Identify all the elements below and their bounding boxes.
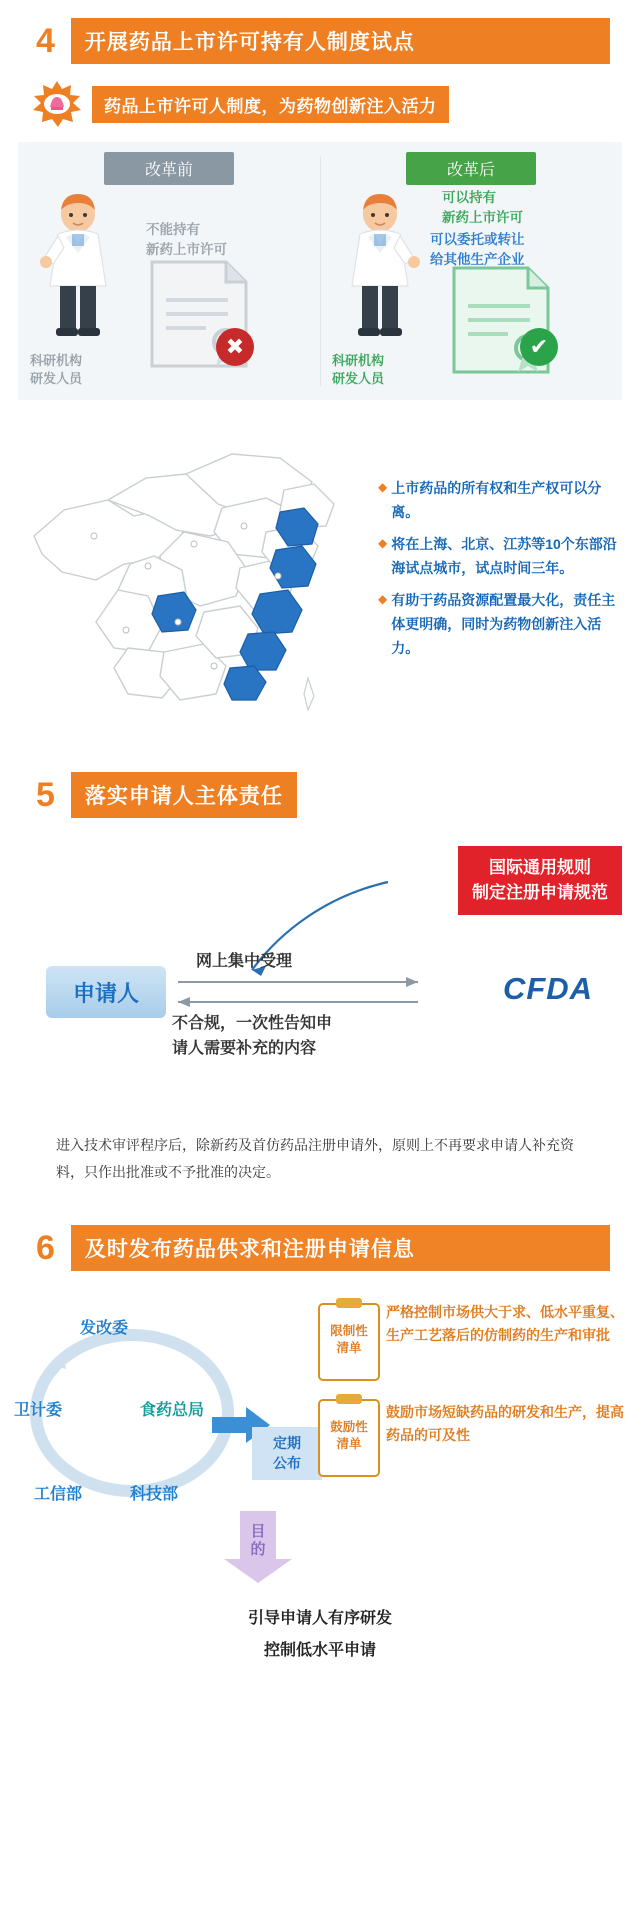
section-6-number: 6 <box>36 1229 55 1268</box>
after-note-green: 可以持有 新药上市许可 <box>442 190 523 225</box>
encouraged-list-label: 鼓励性 清单 <box>330 1420 368 1452</box>
cross-mark: ✖ <box>216 328 254 366</box>
conclusion-line-2: 控制低水平申请 <box>263 1642 376 1660</box>
section-4-subtitle-row <box>30 80 610 128</box>
cfda-node <box>484 958 612 1020</box>
researcher-illustration <box>28 190 128 340</box>
node-shiyaozongju: 食药总局 <box>140 1402 205 1420</box>
map-bullet-list <box>378 476 622 669</box>
before-tag: 改革前 <box>104 152 234 185</box>
after-person-label: 科研机构 研发人员 <box>332 352 385 386</box>
china-map <box>8 416 363 726</box>
section-6-conclusion <box>0 1603 640 1693</box>
section-5-flow <box>0 828 640 1128</box>
before-column <box>18 142 320 400</box>
before-person-label: 科研机构 研发人员 <box>30 352 83 386</box>
section-6-diagram <box>0 1279 640 1599</box>
section-4-header <box>30 18 610 64</box>
researcher-illustration-after <box>330 190 430 340</box>
clip-top-icon <box>336 1394 362 1404</box>
list-item: ◆ 将在上海、北京、江苏等10个东部沿海试点城市，试点时间三年。 <box>378 532 622 580</box>
arrow-bottom-label: 不合规，一次性告知申 请人需要补充的内容 <box>172 1015 333 1057</box>
list-item: ◆ 有助于药品资源配置最大化，责任主体更明确，同时为药物创新注入活力。 <box>378 588 622 660</box>
node-gongxinbu: 工信部 <box>34 1486 83 1504</box>
encouraged-list-clipboard-icon <box>318 1399 380 1477</box>
international-rule-box: 国际通用规则 制定注册申请规范 <box>458 846 622 915</box>
section-5-number: 5 <box>36 776 55 814</box>
diamond-bullet-icon: ◆ <box>378 536 388 551</box>
after-tag: 改革后 <box>406 152 536 185</box>
section-5-header <box>30 772 610 818</box>
section-6-title: 及时发布药品供求和注册申请信息 <box>71 1225 610 1271</box>
section-5-title: 落实申请人主体责任 <box>71 772 297 818</box>
section-5-paragraph: 进入技术审评程序后，除新药及首仿药品注册申请外，原则上不再要求申请人补充资料，只作出批准或不予批准的决定。 <box>56 1137 574 1180</box>
restrictive-list-label: 限制性 清单 <box>330 1324 368 1356</box>
after-note-blue: 可以委托或转让 给其他生产企业 <box>430 232 525 267</box>
section-4-subtitle: 药品上市许可人制度，为药物创新注入活力 <box>92 86 449 123</box>
burst-icon <box>30 80 84 128</box>
cfda-label: CFDA <box>502 971 594 1006</box>
arrow-top-label: 网上集中受理 <box>196 953 293 970</box>
node-kejibu: 科技部 <box>130 1486 179 1504</box>
publish-label: 定期 公布 <box>252 1427 322 1480</box>
check-mark: ✔ <box>520 328 558 366</box>
list-item: ◆ 上市药品的所有权和生产权可以分离。 <box>378 476 622 524</box>
china-map-block <box>0 416 640 736</box>
diamond-bullet-icon: ◆ <box>378 592 388 607</box>
purpose-label: 目 的 <box>250 1523 266 1559</box>
restrictive-list-text: 严格控制市场供大于求、低水平重复、生产工艺落后的仿制药的生产和审批 <box>386 1304 624 1343</box>
before-note: 不能持有 新药上市许可 <box>146 222 227 257</box>
conclusion-line-1: 引导申请人有序研发 <box>247 1610 392 1628</box>
restrictive-list-clipboard-icon <box>318 1303 380 1381</box>
after-column <box>320 142 622 400</box>
before-after-compare <box>18 142 622 400</box>
section-6-header <box>30 1225 610 1271</box>
section-4-title: 开展药品上市许可持有人制度试点 <box>71 18 610 64</box>
section-4-number: 4 <box>36 22 55 60</box>
diamond-bullet-icon: ◆ <box>378 480 388 494</box>
node-weijiwei: 卫计委 <box>14 1402 63 1420</box>
node-fagaiwei: 发改委 <box>80 1320 129 1338</box>
encouraged-list-text: 鼓励市场短缺药品的研发和生产，提高药品的可及性 <box>386 1404 624 1443</box>
applicant-node: 申请人 <box>46 966 166 1018</box>
clip-top-icon <box>336 1298 362 1308</box>
